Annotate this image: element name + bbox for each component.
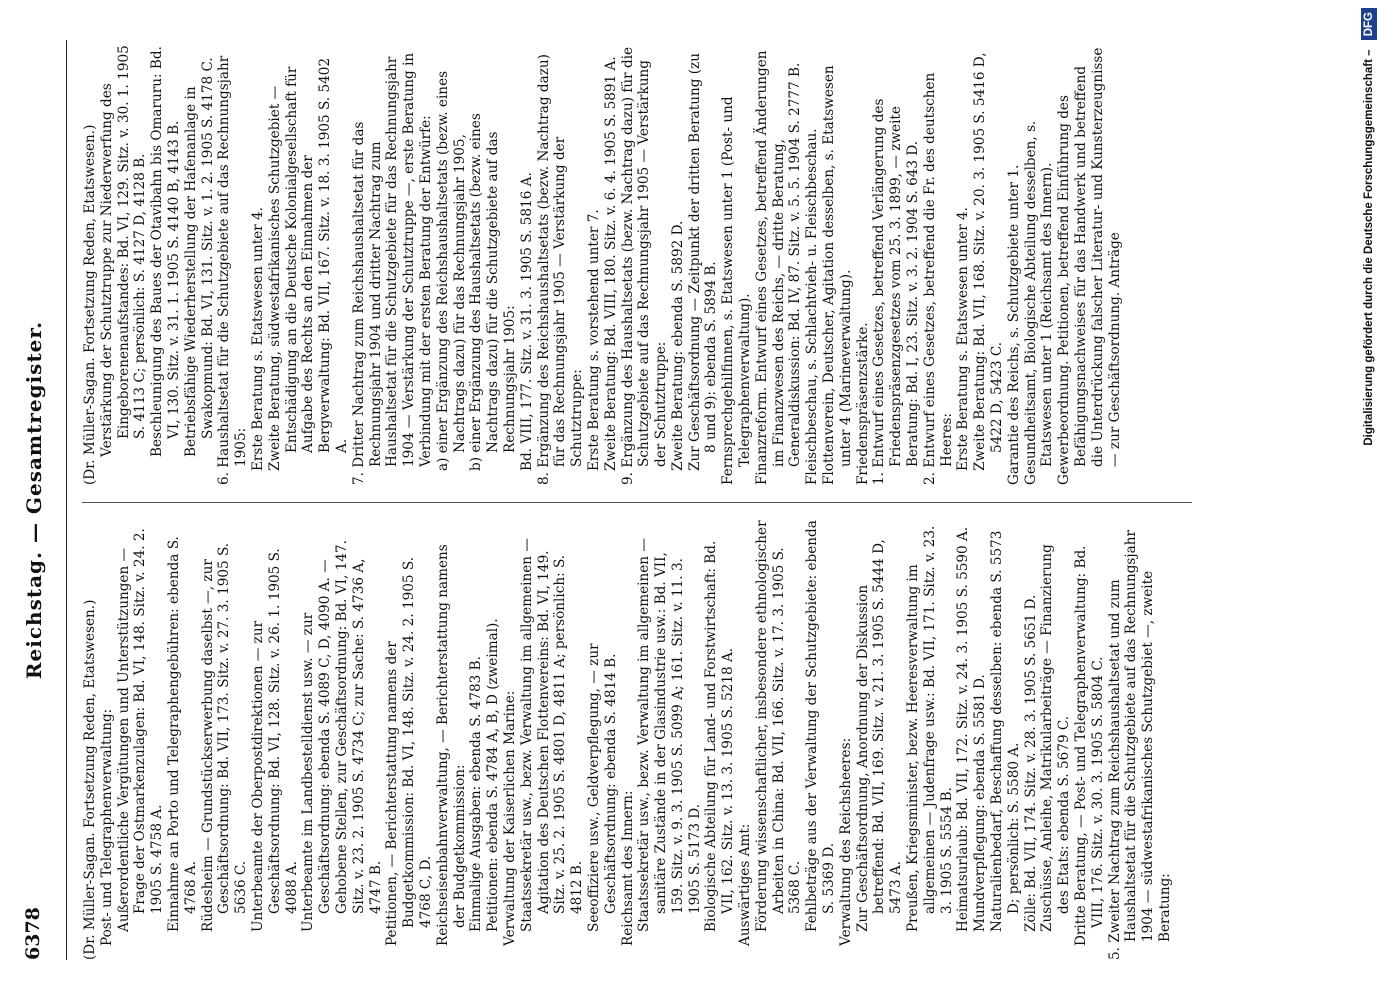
entry: Mundverpflegung: ebenda S. 5581 D. — [972, 674, 989, 932]
entry: Post- und Telegraphenverwaltung: — [98, 708, 115, 946]
entry: Rüdesheim — Grundstückserwerbung daselbst —, zur Geschäftsordnung: Bd. VII, 173. Sitz. v. 27. 3. 1905 S. 5636 C. — [199, 542, 250, 932]
entry: Finanzreform. Entwurf eines Gesetzes, betreffend Änderungen im Finanzwesen des Reichs, — dritte Beratung, Generaldiskussion: Bd. IV, 87. Sitz. v. 5. 5. 1904 S. 2777 B. — [753, 50, 804, 485]
entry: Biologische Abteilung für Land- und Forstwirtschaft: Bd. VII, 162. Sitz. v. 13. 3. 1905 S. 5218 A. — [703, 540, 737, 932]
entry: 5. Zweiter Nachtrag zum Reichshaushaltsetat und zum Haushaltsetat für die Schutzgebiete auf das Rechnungsjahr 1904 — südwestafrikanisches Schutzgebiet —, zweite Beratung: — [1106, 530, 1173, 960]
entry: Zweite Beratung: ebenda S. 5892 D. — [669, 220, 686, 471]
dfg-stamp — [1358, 8, 1380, 992]
entry: Petitionen, — Berichterstattung namens der Budgetkommission: Bd. VI, 148. Sitz. v. 24. 2. 1905 S. 4768 C, D. — [384, 556, 434, 946]
page-header — [22, 40, 62, 960]
entry: 6. Haushaltsetat für die Schutzgebiete auf das Rechnungsjahr 1905: — [216, 55, 250, 485]
entry: Naturalienbedarf, Beschaffung desselben: ebenda S. 5573 D; persönlich: S. 5580 A. — [989, 530, 1022, 932]
header-rule — [66, 40, 67, 960]
entry: Unterbeamte im Landbestelldienst usw. — zur Geschäftsordnung: ebenda S. 4089 C, D, 4090 A. — Gehobene Stellen, zur Geschäftsordnung: Bd. VI, 147. Sitz. v. 23. 2. 1905 S. 4734 C; zur Sache: S. 4736 A, 4747 B. — [300, 540, 384, 932]
entry: Fehlbeträge aus der Verwaltung der Schutzgebiete: ebenda S. 5369 D. — [804, 520, 838, 932]
entry: a) einer Ergänzung des Reichshaushaltsetats (bezw. eines Nachtrags dazu) für das Rechnungsjahr 1905, — [434, 70, 468, 471]
entry: Friedenspräsenzstärke. — [854, 322, 871, 485]
dfg-stamp-text-wrapper — [1358, 8, 1380, 992]
entry: Staatssekretär usw., bezw. Verwaltung im allgemeinen — sanitäre Zustände in der Glasindustrie usw.: Bd. VII, 159. Sitz. v. 9. 3. 1905 S. 5099 A; 161. Sitz. v. 11. 3. 1905 S. 5173 D. — [636, 538, 703, 932]
entry: Verwaltung der Kaiserlichen Marine: — [501, 690, 518, 946]
entry: b) einer Ergänzung des Haushaltsetats (bezw. eines Nachtrags dazu) für die Schutzgebiete auf das Rechnungsjahr 1905: — [468, 113, 518, 471]
entry: Einnahme an Porto und Telegraphengebühren: ebenda S. 4768 A. — [165, 536, 199, 932]
entry: Verwaltung des Reichsheeres: — [837, 737, 854, 946]
entry: (Dr. Müller-Sagan. Fortsetzung Reden, Etatswesen.) — [82, 124, 98, 485]
left-column — [82, 520, 1192, 960]
entry: Auswärtiges Amt: — [737, 823, 754, 946]
entry: 8. Ergänzung des Reichshaushaltsetats (bezw. Nachtrag dazu) für das Rechnungsjahr 1905 — Verstärkung der Schutztruppe: — [535, 54, 586, 485]
entry: Staatssekretär usw., bezw. Verwaltung im allgemeinen — Agitation des Deutschen Flottenvereins: Bd. VI, 149. Sitz. v. 25. 2. 1905 S. 4801 D, 4811 A; persönlich: S. 4812 B. — [518, 538, 586, 932]
entry: 2. Entwurf eines Gesetzes, betreffend die Fr. des deutschen Heeres: — [921, 72, 955, 485]
entry: Förderung wissenschaftlicher, insbesondere ethnologischer Arbeiten in China: Bd. VII, 166. Sitz. v. 17. 3. 1905 S. 5368 C. — [753, 520, 804, 932]
entry: Reichsamt des Innern: — [619, 790, 636, 946]
page-number: 6378 — [22, 907, 44, 960]
entry: Heimatsurlaub: Bd. VII, 172. Sitz. v. 24. 3. 1905 S. 5590 A. — [955, 526, 972, 932]
right-column — [82, 45, 1192, 485]
entry: Verstärkung der Schutztruppe zur Niederwerfung des Eingeborenenaufstandes: Bd. VI, 129. Sitz. v. 30. 1. 1905 S. 4113 C; persönlich: S. 4127 D, 4128 B. — [98, 45, 149, 457]
entry: Garantie des Reichs, s. Schutzgebiete unter 1. — [1005, 164, 1022, 485]
entry: Zur Geschäftsordnung, Anordnung der Diskussion betreffend: Bd. VII, 169. Sitz. v. 21. 3. 1905 S. 5444 D, 5473 A. — [854, 539, 905, 932]
entry: Gewerbeordnung. Petitionen, betreffend Einführung des Befähigungsnachweises für das Handwerk und betreffend die Unterdrückung falscher Literatur- und Kunsterzeugnisse — zur Geschäftsordnung. Anträge — [1056, 47, 1123, 485]
entry: Zur Geschäftsordnung — Zeitpunkt der dritten Beratung (zu 8 und 9): ebenda S. 5894 B. — [686, 53, 720, 471]
entry: Erste Beratung s. vorstehend unter 7. — [585, 209, 602, 471]
entry: Zuschüsse, Anleihe, Matrikularbeiträge — Finanzierung des Etats: ebenda S. 5679 C. — [1039, 544, 1073, 932]
entry: Zweite Beratung: Bd. VII, 168. Sitz. v. 20. 3. 1905 S. 5416 D, 5422 D, 5423 C. — [972, 52, 1006, 471]
entry: Petitionen: ebenda S. 4784 A, B, D (zweimal). — [485, 618, 502, 932]
dfg-stamp-text: Digitalisierung gefördert durch die Deutsche Forschungsgemeinschaft – — [1363, 49, 1375, 446]
entry: Einmalige Ausgaben: ebenda S. 4783 B. — [468, 656, 485, 932]
entry: Betriebsfähige Wiederherstellung der Hafenanlage in Swakopmund: Bd. VI, 131. Sitz. v. 1. 2. 1905 S. 4178 C. — [182, 57, 216, 457]
running-head: Reichstag. — Gesamtregister. — [22, 320, 46, 680]
entry: Bd. VIII, 177. Sitz. v. 31. 3. 1905 S. 5816 A. — [518, 172, 535, 471]
entry: 1. Entwurf eines Gesetzes, betreffend Verlängerung des Friedenspräsenzgesetzes vom 25. 3. 1899, — zweite Beratung: Bd. I, 23. Sitz. v. 3. 2. 1904 S. 643 D. — [871, 98, 922, 485]
entry: Erste Beratung s. Etatswesen unter 4. — [249, 207, 266, 471]
entry: Zölle: Bd. VII, 174. Sitz. v. 28. 3. 1905 S. 5651 D. — [1022, 594, 1039, 932]
entry: Dritte Beratung, — Post- und Telegraphenverwaltung: Bd. VIII, 176. Sitz. v. 30. 3. 1905 S. 5804 C. — [1073, 545, 1106, 946]
entry: 7. Dritter Nachtrag zum Reichshaushaltsetat für das Rechnungsjahr 1904 und dritter Nachtrag zum Haushaltsetat für die Schutzgebiete für das Rechnungsjahr 1904 — Verstärkung der Schutztruppe —, erste Beratung in Verbindung mit der ersten Beratung der Entwürfe: — [350, 52, 434, 485]
entry: Außerordentliche Vergütungen und Unterstützungen — Frage der Ostmarkenzulagen: Bd. VI, 148. Sitz. v. 24. 2. 1905 S. 4758 A. — [115, 528, 166, 932]
entry: Reichseisenbahnverwaltung, — Berichterstattung namens der Budgetkommission: — [434, 544, 468, 946]
entry: Erste Beratung s. Etatswesen unter 4. — [955, 207, 972, 471]
entry: Flottenverein, Deutscher, Agitation desselben, s. Etatswesen unter 4 (Marineverwaltung). — [821, 65, 854, 485]
entry: Fernsprechgehilfinnen, s. Etatswesen unter 1 (Post- und Telegraphenverwaltung). — [720, 96, 754, 485]
entry: Beschleunigung des Baues der Otavibahn bis Omaruru: Bd. VI, 130. Sitz. v. 31. 1. 1905 S. 4140 B, 4143 B. — [149, 46, 182, 457]
entry: Preußen, Kriegsminister, bezw. Heeresverwaltung im allgemeinen — Judenfrage usw.: Bd. VII, 171. Sitz. v. 23. 3. 1905 S. 5554 B. — [905, 525, 955, 932]
entry: Gesundheitsamt, Biologische Abteilung desselben, s. Etatswesen unter 1 (Reichsamt des Innern). — [1022, 120, 1056, 485]
entry: (Dr. Müller-Sagan. Fortsetzung Reden, Etatswesen.) — [82, 599, 98, 960]
column-divider — [82, 502, 1192, 503]
dfg-logo: DFG — [1361, 8, 1377, 40]
entry: Fleischbeschau, s. Schlachtvieh- u. Fleischbeschau. — [804, 128, 821, 485]
entry: Zweite Beratung: Bd. VIII, 180. Sitz. v. 6. 4. 1905 S. 5891 A. — [602, 56, 619, 471]
entry: Seeoffiziere usw., Geldverpflegung, — zur Geschäftsordnung: ebenda S. 4814 B. — [585, 643, 619, 932]
entry: Unterbeamte der Oberpostdirektionen — zur Geschäftsordnung: Bd. VI, 128. Sitz. v. 26. 1. 1905 S. 4088 A. — [249, 548, 300, 932]
entry: 9. Ergänzung des Haushaltsetats (bezw. Nachtrag dazu) für die Schutzgebiete auf das Rechnungsjahr 1905 — Verstärkung der Schutztruppe: — [619, 46, 670, 485]
entry: Zweite Beratung, südwestafrikanisches Schutzgebiet — Entschädigung an die Deutsche Kolonialgesellschaft für Aufgabe des Rechts an den Einnahmen der Bergverwaltung: Bd. VII, 167. Sitz. v. 18. 3. 1905 S. 5402 A. — [266, 57, 350, 471]
